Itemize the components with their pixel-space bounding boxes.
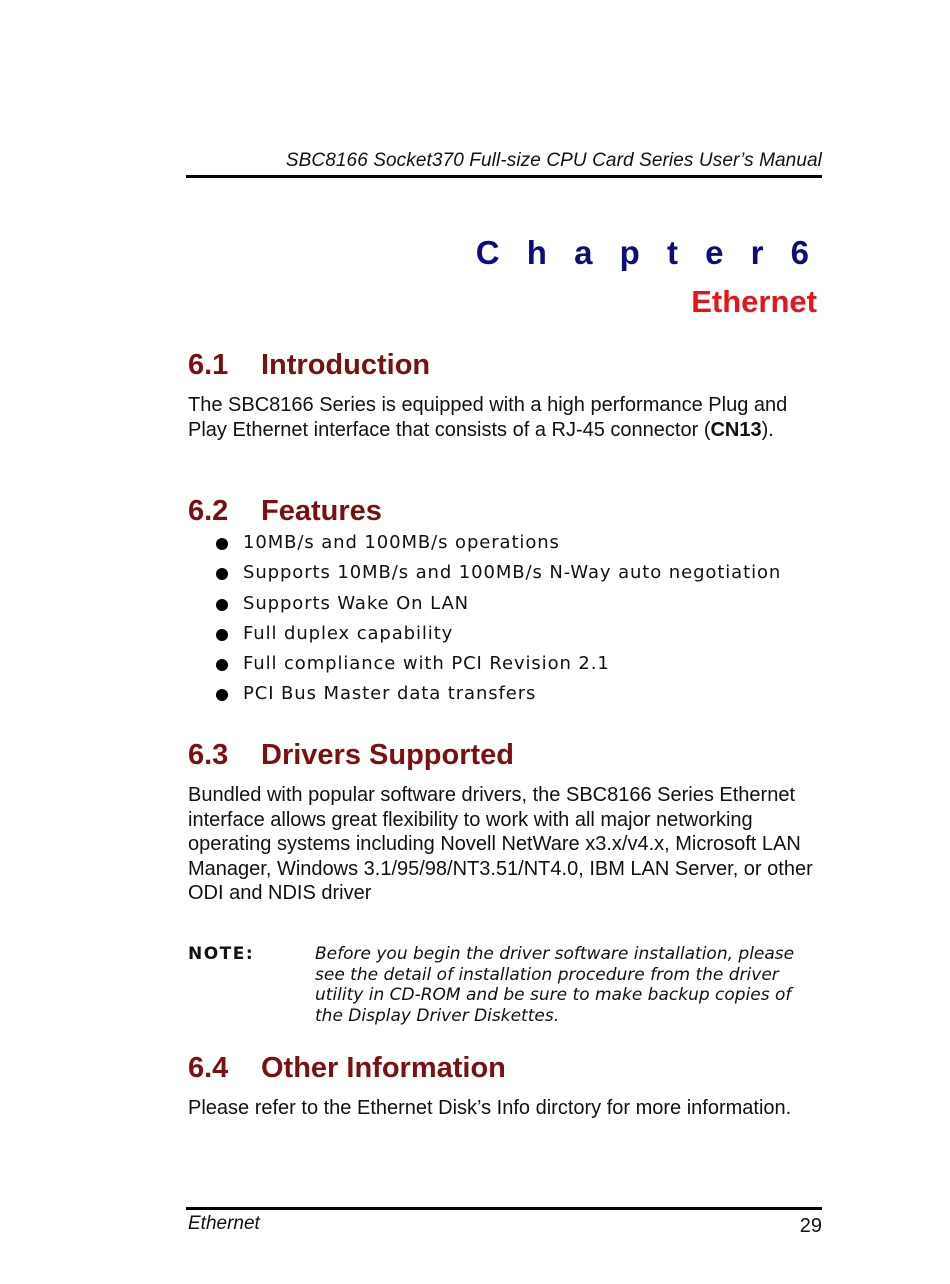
feature-list <box>188 528 824 710</box>
section-heading-drivers <box>188 739 824 772</box>
list-item <box>188 679 824 709</box>
bullet-icon <box>216 568 228 580</box>
note-text: Before you begin the driver software installation, please see the detail of installation procedure from the driver utility in CD-ROM and be sure to make backup copies of the Display Driver Diskettes. <box>315 944 795 1026</box>
feature-text: Supports 10MB/s and 100MB/s N-Way auto negotiation <box>243 562 782 584</box>
drivers-paragraph: Bundled with popular software drivers, the SBC8166 Series Ethernet interface allows great flexibility to work with all major networking operating systems including Novell NetWare x3.x/v4.x, Microsoft LAN Manager, Windows 3.1/95/98/NT3.51/NT4.0, IBM LAN Server, or other ODI and NDIS driver <box>188 784 813 904</box>
page-number: 29 <box>799 1215 822 1237</box>
note-block <box>188 944 824 1026</box>
section-number: 6.2 <box>188 495 229 527</box>
chapter-label: C h a p t e r 6 <box>475 234 818 271</box>
feature-text: PCI Bus Master data transfers <box>243 683 537 705</box>
section-heading-features <box>188 495 824 528</box>
list-item <box>188 589 824 619</box>
chapter-title: Ethernet <box>691 284 817 319</box>
running-header-title: SBC8166 Socket370 Full-size CPU Card Series User’s Manual <box>285 150 822 171</box>
feature-text: Full duplex capability <box>243 622 454 644</box>
bullet-icon <box>216 599 228 611</box>
connector-label: CN13 <box>710 418 762 441</box>
introduction-text: The SBC8166 Series is equipped with a high performance Plug and Play Ethernet interface that consists of a RJ-45 connector ( <box>188 394 788 441</box>
section-heading-other <box>188 1052 824 1085</box>
section-title: Drivers Supported <box>261 739 514 771</box>
note-label: NOTE: <box>188 944 255 964</box>
list-item <box>188 558 824 588</box>
section-number: 6.4 <box>188 1052 229 1084</box>
section-heading-introduction <box>188 349 824 382</box>
section-introduction <box>188 349 824 442</box>
section-number: 6.1 <box>188 349 229 381</box>
introduction-paragraph <box>188 393 824 442</box>
footer-divider <box>186 1207 822 1210</box>
bullet-icon <box>216 659 228 671</box>
section-number: 6.3 <box>188 739 229 771</box>
bullet-icon <box>216 689 228 701</box>
header-divider <box>186 175 822 178</box>
footer-section-name: Ethernet <box>188 1213 260 1234</box>
section-other-information <box>188 1052 824 1121</box>
bullet-icon <box>216 629 228 641</box>
list-item <box>188 649 824 679</box>
other-information-paragraph: Please refer to the Ethernet Disk’s Info dirctory for more information. <box>188 1097 792 1119</box>
bullet-icon <box>216 538 228 550</box>
section-title: Features <box>261 495 382 527</box>
list-item <box>188 619 824 649</box>
section-features <box>188 495 824 710</box>
list-item <box>188 528 824 558</box>
section-title: Introduction <box>261 349 431 381</box>
section-title: Other Information <box>261 1052 506 1084</box>
introduction-text-end: ). <box>761 418 774 441</box>
feature-text: Full compliance with PCI Revision 2.1 <box>243 653 610 675</box>
feature-text: 10MB/s and 100MB/s operations <box>243 532 560 553</box>
section-drivers-supported <box>188 739 824 906</box>
feature-text: Supports Wake On LAN <box>243 592 470 614</box>
